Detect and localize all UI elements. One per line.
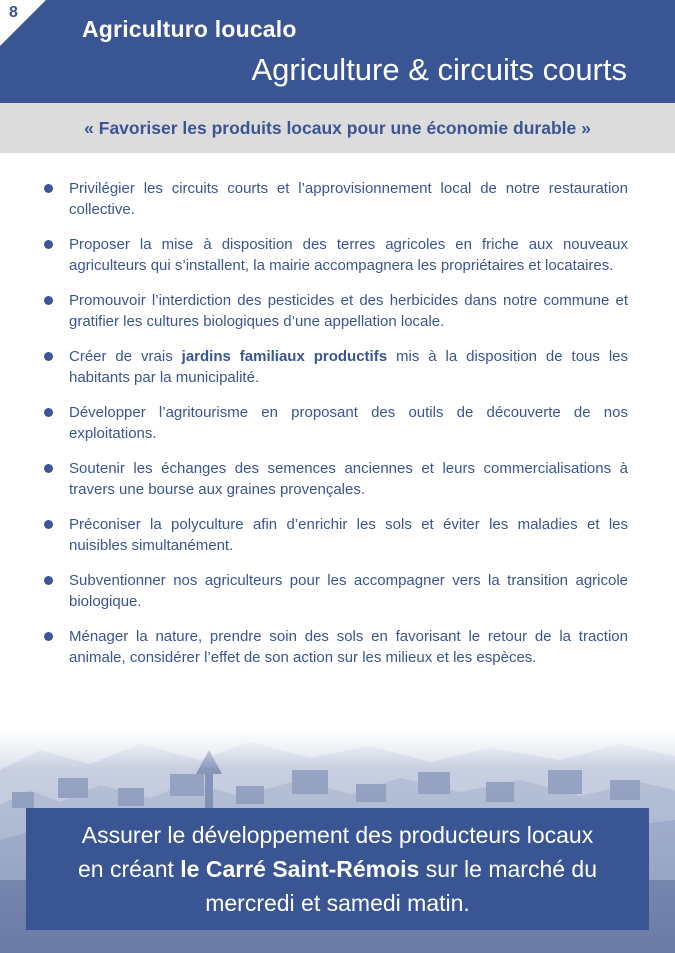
bullet-icon	[44, 520, 53, 529]
list-item-emphasis: jardins familiaux productifs	[181, 348, 388, 365]
list-item-text-start: Créer de vrais	[69, 348, 182, 365]
callout-text-start: en créant	[77, 856, 181, 882]
list-item-text	[69, 348, 628, 386]
list-item-text-end: mis à la disposition de tous les habitants par la municipalité.	[69, 348, 628, 386]
callout-emphasis: le Carré Saint-Rémois	[180, 856, 420, 882]
bullet-icon	[44, 296, 53, 305]
page-corner	[0, 0, 46, 46]
list-item-text: Subventionner nos agriculteurs pour les accompagner vers la transition agricole biologique.	[69, 572, 628, 610]
list-item-text: Soutenir les échanges des semences anciennes et leurs commercialisations à travers une bourse aux graines provençales.	[69, 460, 628, 498]
list-item	[42, 514, 628, 556]
callout-text-end: sur le marché du	[419, 856, 598, 882]
bullet-icon	[44, 408, 53, 417]
list-item	[42, 234, 628, 276]
list-item-text: Développer l’agritourisme en proposant des outils de découverte de nos exploitations.	[69, 404, 628, 442]
list-item-text: Préconiser la polyculture afin d’enrichir les sols et éviter les maladies et les nuisibles simultanément.	[69, 516, 628, 554]
bullet-icon	[44, 464, 53, 473]
bullet-icon	[44, 184, 53, 193]
list-item-text: Ménager la nature, prendre soin des sols en favorisant le retour de la traction animale, considérer l’effet de son action sur les milieux et les espèces.	[69, 628, 628, 666]
list-item	[42, 178, 628, 220]
list-item	[42, 626, 628, 668]
quote-text: « Favoriser les produits locaux pour une économie durable »	[84, 117, 591, 138]
list-item	[42, 346, 628, 388]
page-number: 8	[9, 4, 18, 21]
bullet-icon	[44, 352, 53, 361]
section-title-provencal: Agriculturo loucalo	[82, 16, 297, 42]
proposal-list	[42, 178, 628, 682]
list-item-text: Privilégier les circuits courts et l’approvisionnement local de notre restauration collective.	[69, 180, 628, 218]
list-item-text: Promouvoir l’interdiction des pesticides et des herbicides dans notre commune et gratifier les cultures biologiques d’une appellation locale.	[69, 292, 628, 330]
header-band	[0, 0, 675, 103]
quote-band	[0, 103, 675, 153]
bullet-icon	[44, 632, 53, 641]
list-item	[42, 570, 628, 612]
list-item	[42, 458, 628, 500]
section-title: Agriculture & circuits courts	[251, 52, 627, 87]
list-item-text: Proposer la mise à disposition des terres agricoles en friche aux nouveaux agriculteurs qui s’installent, la mairie accompagnera les propriétaires et locataires.	[69, 236, 628, 274]
callout-line-3: mercredi et samedi matin.	[205, 890, 470, 916]
callout-box	[26, 808, 649, 930]
bullet-icon	[44, 576, 53, 585]
list-item	[42, 402, 628, 444]
list-item	[42, 290, 628, 332]
bullet-icon	[44, 240, 53, 249]
callout-line-2	[78, 852, 597, 886]
callout-line-1: Assurer le développement des producteurs locaux	[81, 822, 594, 848]
